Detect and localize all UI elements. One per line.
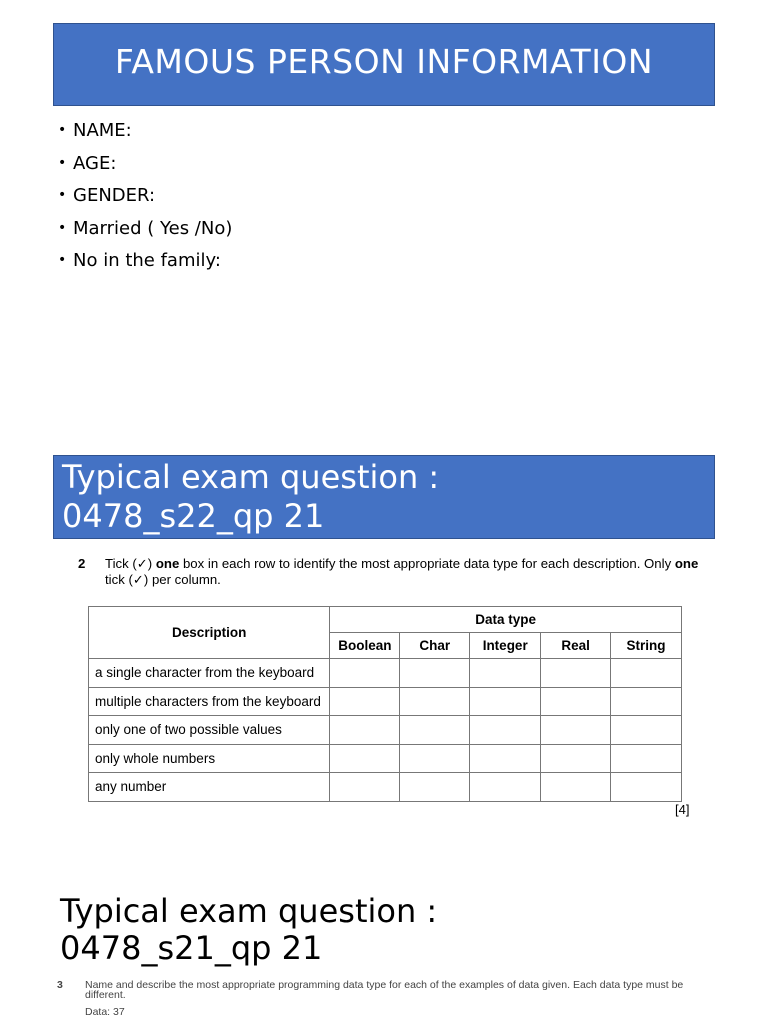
question-number: 3 [57, 979, 63, 991]
data-label: Data: 37 [85, 1006, 125, 1018]
tick-cell[interactable] [541, 687, 611, 716]
tick-cell[interactable] [611, 659, 682, 688]
bullet-text: Married ( Yes /No) [73, 217, 233, 239]
tick-cell[interactable] [541, 659, 611, 688]
tick-cell[interactable] [470, 716, 541, 745]
table-row [89, 744, 682, 773]
marks-label: [4] [675, 802, 690, 817]
bullet-dot-icon: • [58, 154, 67, 171]
tick-cell[interactable] [330, 687, 400, 716]
row-description: only one of two possible values [89, 716, 330, 745]
exam-question-heading [60, 893, 437, 967]
column-header: String [611, 633, 682, 659]
bullet-married [58, 215, 232, 248]
tick-cell[interactable] [470, 659, 541, 688]
tick-cell[interactable] [611, 687, 682, 716]
tick-cell[interactable] [400, 659, 470, 688]
column-header: Integer [470, 633, 541, 659]
column-header: Boolean [330, 633, 400, 659]
row-description: a single character from the keyboard [89, 659, 330, 688]
bullet-text: No in the family: [73, 250, 221, 271]
question-text-emphasis: one [674, 556, 699, 571]
table-row [89, 716, 682, 745]
question-text-part: box in each row to identify the most appropriate data type for each description. Only [179, 556, 675, 571]
tick-cell[interactable] [330, 716, 400, 745]
banner-title: FAMOUS PERSON INFORMATION [114, 42, 654, 81]
tick-cell[interactable] [400, 716, 470, 745]
bullet-text: NAME: [73, 120, 132, 141]
heading-line1: Typical exam question : [60, 892, 438, 930]
question-text-part: tick (✓) per column. [105, 572, 221, 587]
bullet-text: AGE: [73, 152, 117, 174]
tick-cell[interactable] [400, 773, 470, 802]
bullet-dot-icon: • [58, 122, 67, 138]
table-row [89, 687, 682, 716]
table-row [89, 659, 682, 688]
tick-cell[interactable] [470, 744, 541, 773]
bullet-dot-icon: • [58, 187, 67, 203]
bullet-dot-icon: • [58, 252, 67, 268]
exam-question-banner [53, 455, 715, 539]
banner-title [62, 458, 439, 536]
tick-cell[interactable] [611, 744, 682, 773]
bullet-dot-icon: • [58, 219, 67, 236]
tick-cell[interactable] [611, 773, 682, 802]
tick-cell[interactable] [330, 773, 400, 802]
question-text-part: Tick (✓) [105, 556, 156, 571]
tick-cell[interactable] [541, 716, 611, 745]
bullet-gender [58, 182, 232, 215]
question-text-emphasis: one [155, 556, 180, 571]
tick-cell[interactable] [330, 744, 400, 773]
heading-line2: 0478_s21_qp 21 [60, 929, 323, 967]
bullet-age [58, 150, 232, 183]
column-header: Real [541, 633, 611, 659]
description-header: Description [89, 607, 330, 659]
tick-cell[interactable] [470, 687, 541, 716]
info-bullet-list [58, 117, 232, 280]
tick-cell[interactable] [470, 773, 541, 802]
data-type-header: Data type [330, 607, 682, 633]
table-row [89, 773, 682, 802]
banner-title-line2: 0478_s22_qp 21 [62, 497, 325, 535]
row-description: any number [89, 773, 330, 802]
question-text [105, 556, 705, 588]
tick-cell[interactable] [541, 773, 611, 802]
tick-cell[interactable] [400, 744, 470, 773]
row-description: only whole numbers [89, 744, 330, 773]
bullet-name [58, 117, 232, 150]
data-type-table [88, 606, 682, 802]
bullet-family [58, 247, 232, 280]
tick-cell[interactable] [541, 744, 611, 773]
column-header: Char [400, 633, 470, 659]
question-text: Name and describe the most appropriate programming data type for each of the examples of data given. Each data type must be different. [85, 979, 684, 1001]
bullet-text: GENDER: [73, 185, 156, 206]
tick-cell[interactable] [611, 716, 682, 745]
tick-cell[interactable] [400, 687, 470, 716]
question-number: 2 [78, 556, 86, 571]
famous-person-banner [53, 23, 715, 106]
banner-title-line1: Typical exam question : [62, 458, 440, 496]
tick-cell[interactable] [330, 659, 400, 688]
row-description: multiple characters from the keyboard [89, 687, 330, 716]
